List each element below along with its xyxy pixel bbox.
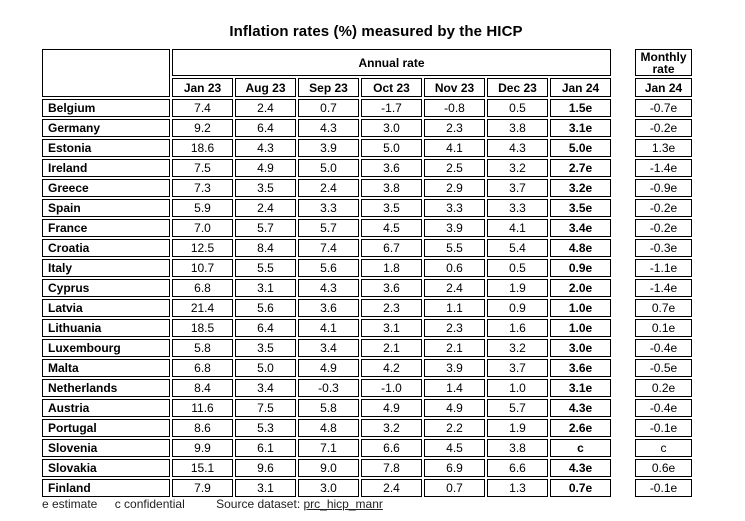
monthly-table-row [635,159,692,177]
annual-value-cell: 2.6e [550,419,611,437]
annual-value-cell: 1.0e [550,319,611,337]
month-column-header: Dec 23 [487,78,548,97]
country-cell: Croatia [42,239,170,257]
annual-value-cell: 2.5 [424,159,485,177]
annual-value-cell: 5.4 [487,239,548,257]
annual-value-cell: 4.2 [361,359,422,377]
table-row [42,159,611,177]
monthly-table-row [635,179,692,197]
tables-container [40,47,694,499]
annual-value-cell: 3.4 [235,379,296,397]
annual-value-cell: c [550,439,611,457]
monthly-table-row [635,339,692,357]
annual-value-cell: 2.3 [424,119,485,137]
annual-value-cell: 2.2 [424,419,485,437]
annual-value-cell: 6.4 [235,119,296,137]
table-row [42,459,611,477]
monthly-table-row [635,199,692,217]
annual-value-cell: 3.5 [235,339,296,357]
monthly-value-cell: -0.4e [635,399,692,417]
annual-value-cell: 3.5 [235,179,296,197]
country-cell: Greece [42,179,170,197]
monthly-rate-header: Monthly rate [635,49,692,76]
monthly-table-row [635,419,692,437]
annual-value-cell: 9.0 [298,459,359,477]
annual-value-cell: 5.5 [424,239,485,257]
annual-value-cell: 5.7 [235,219,296,237]
annual-value-cell: 9.2 [172,119,233,137]
table-row [42,339,611,357]
monthly-value-cell: 1.3e [635,139,692,157]
table-row [42,399,611,417]
annual-value-cell: 3.8 [487,439,548,457]
annual-value-cell: 5.7 [298,219,359,237]
annual-value-cell: 4.3e [550,459,611,477]
annual-value-cell: 0.5 [487,99,548,117]
table-row [42,479,611,497]
annual-value-cell: 4.3 [298,279,359,297]
annual-value-cell: 3.1 [235,279,296,297]
month-column-header: Jan 24 [550,78,611,97]
annual-value-cell: 7.5 [172,159,233,177]
monthly-jan24-header: Jan 24 [635,78,692,97]
monthly-table-row [635,399,692,417]
annual-value-cell: 5.7 [487,399,548,417]
monthly-value-cell: -0.4e [635,339,692,357]
annual-value-cell: -0.3 [298,379,359,397]
annual-value-cell: 2.9 [424,179,485,197]
annual-value-cell: 3.9 [298,139,359,157]
monthly-value-cell: 0.1e [635,319,692,337]
annual-value-cell: 4.3 [298,119,359,137]
source-dataset-link[interactable]: prc_hicp_manr [303,497,383,511]
monthly-value-cell: 0.6e [635,459,692,477]
annual-value-cell: 5.6 [235,299,296,317]
annual-value-cell: 2.0e [550,279,611,297]
footer-note-estimate: e estimate [42,497,98,511]
annual-value-cell: 3.6 [298,299,359,317]
annual-value-cell: 8.4 [172,379,233,397]
annual-value-cell: 3.9 [424,359,485,377]
annual-value-cell: 5.9 [172,199,233,217]
annual-value-cell: 7.9 [172,479,233,497]
annual-value-cell: 4.9 [235,159,296,177]
annual-value-cell: 3.2e [550,179,611,197]
table-row [42,319,611,337]
table-row [42,279,611,297]
country-cell: Cyprus [42,279,170,297]
table-row [42,199,611,217]
annual-value-cell: 3.8 [361,179,422,197]
annual-value-cell: 5.0e [550,139,611,157]
annual-value-cell: 10.7 [172,259,233,277]
annual-value-cell: 2.4 [361,479,422,497]
annual-value-cell: 18.6 [172,139,233,157]
annual-value-cell: 3.0 [361,119,422,137]
monthly-value-cell: -0.2e [635,219,692,237]
annual-value-cell: 1.5e [550,99,611,117]
annual-value-cell: 3.2 [487,339,548,357]
annual-value-cell: 12.5 [172,239,233,257]
annual-value-cell: 11.6 [172,399,233,417]
annual-value-cell: 7.5 [235,399,296,417]
annual-value-cell: 3.3 [487,199,548,217]
country-cell: Lithuania [42,319,170,337]
annual-value-cell: 2.4 [298,179,359,197]
annual-value-cell: 0.6 [424,259,485,277]
month-column-header: Jan 23 [172,78,233,97]
annual-value-cell: 4.9 [361,399,422,417]
annual-value-cell: 4.1 [298,319,359,337]
annual-value-cell: -0.8 [424,99,485,117]
annual-value-cell: 5.0 [361,139,422,157]
table-row [42,359,611,377]
annual-value-cell: 3.7 [487,179,548,197]
annual-value-cell: 6.7 [361,239,422,257]
country-cell: Latvia [42,299,170,317]
annual-value-cell: 0.9 [487,299,548,317]
annual-value-cell: 3.4e [550,219,611,237]
annual-value-cell: 4.3 [235,139,296,157]
annual-value-cell: 1.4 [424,379,485,397]
annual-value-cell: 7.4 [172,99,233,117]
annual-value-cell: 6.9 [424,459,485,477]
country-cell: Slovenia [42,439,170,457]
monthly-value-cell: -0.5e [635,359,692,377]
country-cell: Luxembourg [42,339,170,357]
annual-value-cell: 3.2 [361,419,422,437]
annual-value-cell: 3.1 [235,479,296,497]
annual-value-cell: 0.7 [298,99,359,117]
country-cell: Ireland [42,159,170,177]
monthly-table-row [635,259,692,277]
monthly-value-cell: 0.7e [635,299,692,317]
monthly-table-row [635,379,692,397]
corner-blank-cell [42,49,170,97]
annual-value-cell: 9.6 [235,459,296,477]
annual-value-cell: 2.1 [361,339,422,357]
annual-value-cell: 6.6 [361,439,422,457]
month-column-header: Nov 23 [424,78,485,97]
monthly-table-row [635,319,692,337]
annual-value-cell: -1.7 [361,99,422,117]
table-row [42,139,611,157]
country-cell: Italy [42,259,170,277]
table-row [42,259,611,277]
footer-note-confidential: c confidential [114,497,185,511]
annual-value-cell: 8.6 [172,419,233,437]
annual-value-cell: 3.2 [487,159,548,177]
annual-value-cell: 3.0 [298,479,359,497]
monthly-table-row [635,439,692,457]
monthly-table-row [635,279,692,297]
annual-value-cell: 3.1e [550,119,611,137]
annual-value-cell: 7.1 [298,439,359,457]
annual-value-cell: 4.5 [361,219,422,237]
annual-value-cell: 3.6e [550,359,611,377]
monthly-table-row [635,139,692,157]
annual-value-cell: 3.7 [487,359,548,377]
monthly-value-cell: -1.4e [635,279,692,297]
annual-value-cell: 1.9 [487,279,548,297]
annual-value-cell: 3.4 [298,339,359,357]
source-dataset-label: Source dataset: [216,497,301,511]
annual-value-cell: 4.1 [487,219,548,237]
country-cell: Spain [42,199,170,217]
annual-value-cell: 4.1 [424,139,485,157]
annual-value-cell: 3.6 [361,279,422,297]
annual-value-cell: 3.9 [424,219,485,237]
table-row [42,119,611,137]
footer [42,497,383,511]
page-title: Inflation rates (%) measured by the HICP [229,23,523,40]
table-row [42,419,611,437]
annual-value-cell: 9.9 [172,439,233,457]
annual-value-cell: 2.7e [550,159,611,177]
monthly-value-cell: -1.4e [635,159,692,177]
table-row [42,439,611,457]
annual-value-cell: 4.3 [487,139,548,157]
annual-value-cell: 5.8 [298,399,359,417]
table-row [42,239,611,257]
annual-value-cell: 0.7e [550,479,611,497]
annual-value-cell: 6.8 [172,279,233,297]
annual-value-cell: 3.0e [550,339,611,357]
monthly-table [633,47,694,499]
annual-value-cell: 7.0 [172,219,233,237]
table-row [42,99,611,117]
annual-value-cell: 2.4 [235,99,296,117]
annual-value-cell: 2.1 [424,339,485,357]
month-column-header: Aug 23 [235,78,296,97]
monthly-value-cell: -0.1e [635,419,692,437]
annual-value-cell: 4.9 [424,399,485,417]
annual-value-cell: 2.3 [361,299,422,317]
monthly-table-row [635,479,692,497]
monthly-value-cell: -0.1e [635,479,692,497]
annual-value-cell: 3.1 [361,319,422,337]
annual-value-cell: 8.4 [235,239,296,257]
annual-value-cell: 6.4 [235,319,296,337]
annual-value-cell: 6.8 [172,359,233,377]
annual-value-cell: 3.5e [550,199,611,217]
annual-value-cell: 4.5 [424,439,485,457]
main-table [40,47,613,499]
country-cell: Malta [42,359,170,377]
annual-value-cell: 1.9 [487,419,548,437]
annual-value-cell: 4.3e [550,399,611,417]
annual-value-cell: 4.8e [550,239,611,257]
annual-value-cell: 18.5 [172,319,233,337]
annual-value-cell: 3.8 [487,119,548,137]
annual-value-cell: 2.4 [424,279,485,297]
table-row [42,179,611,197]
monthly-table-row [635,119,692,137]
country-cell: Finland [42,479,170,497]
annual-value-cell: 5.0 [235,359,296,377]
monthly-table-row [635,99,692,117]
annual-value-cell: 4.9 [298,359,359,377]
annual-value-cell: 3.3 [298,199,359,217]
annual-value-cell: 5.5 [235,259,296,277]
table-row [42,219,611,237]
annual-value-cell: 1.0e [550,299,611,317]
annual-value-cell: 3.6 [361,159,422,177]
annual-value-cell: 7.3 [172,179,233,197]
country-cell: Estonia [42,139,170,157]
monthly-table-row [635,299,692,317]
country-cell: France [42,219,170,237]
monthly-value-cell: -0.3e [635,239,692,257]
annual-value-cell: 15.1 [172,459,233,477]
month-column-header: Sep 23 [298,78,359,97]
country-cell: Slovakia [42,459,170,477]
annual-value-cell: 5.8 [172,339,233,357]
annual-value-cell: -1.0 [361,379,422,397]
annual-value-cell: 5.6 [298,259,359,277]
table-row [42,379,611,397]
annual-value-cell: 6.1 [235,439,296,457]
monthly-value-cell: 0.2e [635,379,692,397]
annual-value-cell: 0.5 [487,259,548,277]
monthly-table-row [635,239,692,257]
annual-rate-header: Annual rate [172,49,611,76]
annual-value-cell: 3.1e [550,379,611,397]
month-column-header: Oct 23 [361,78,422,97]
country-cell: Germany [42,119,170,137]
annual-value-cell: 7.8 [361,459,422,477]
annual-value-cell: 1.3 [487,479,548,497]
monthly-table-row [635,459,692,477]
annual-value-cell: 5.0 [298,159,359,177]
monthly-value-cell: -0.9e [635,179,692,197]
annual-value-cell: 5.3 [235,419,296,437]
annual-value-cell: 0.9e [550,259,611,277]
monthly-value-cell: -0.2e [635,199,692,217]
monthly-value-cell: -0.7e [635,99,692,117]
annual-value-cell: 2.3 [424,319,485,337]
annual-value-cell: 1.8 [361,259,422,277]
monthly-table-row [635,359,692,377]
annual-value-cell: 21.4 [172,299,233,317]
annual-value-cell: 3.5 [361,199,422,217]
monthly-value-cell: -0.2e [635,119,692,137]
monthly-table-row [635,219,692,237]
annual-value-cell: 1.0 [487,379,548,397]
country-cell: Netherlands [42,379,170,397]
country-cell: Portugal [42,419,170,437]
annual-value-cell: 0.7 [424,479,485,497]
country-cell: Austria [42,399,170,417]
monthly-value-cell: -1.1e [635,259,692,277]
annual-value-cell: 2.4 [235,199,296,217]
annual-value-cell: 7.4 [298,239,359,257]
annual-value-cell: 3.3 [424,199,485,217]
monthly-value-cell: c [635,439,692,457]
table-row [42,299,611,317]
annual-value-cell: 1.6 [487,319,548,337]
annual-value-cell: 4.8 [298,419,359,437]
annual-value-cell: 6.6 [487,459,548,477]
annual-value-cell: 1.1 [424,299,485,317]
country-cell: Belgium [42,99,170,117]
